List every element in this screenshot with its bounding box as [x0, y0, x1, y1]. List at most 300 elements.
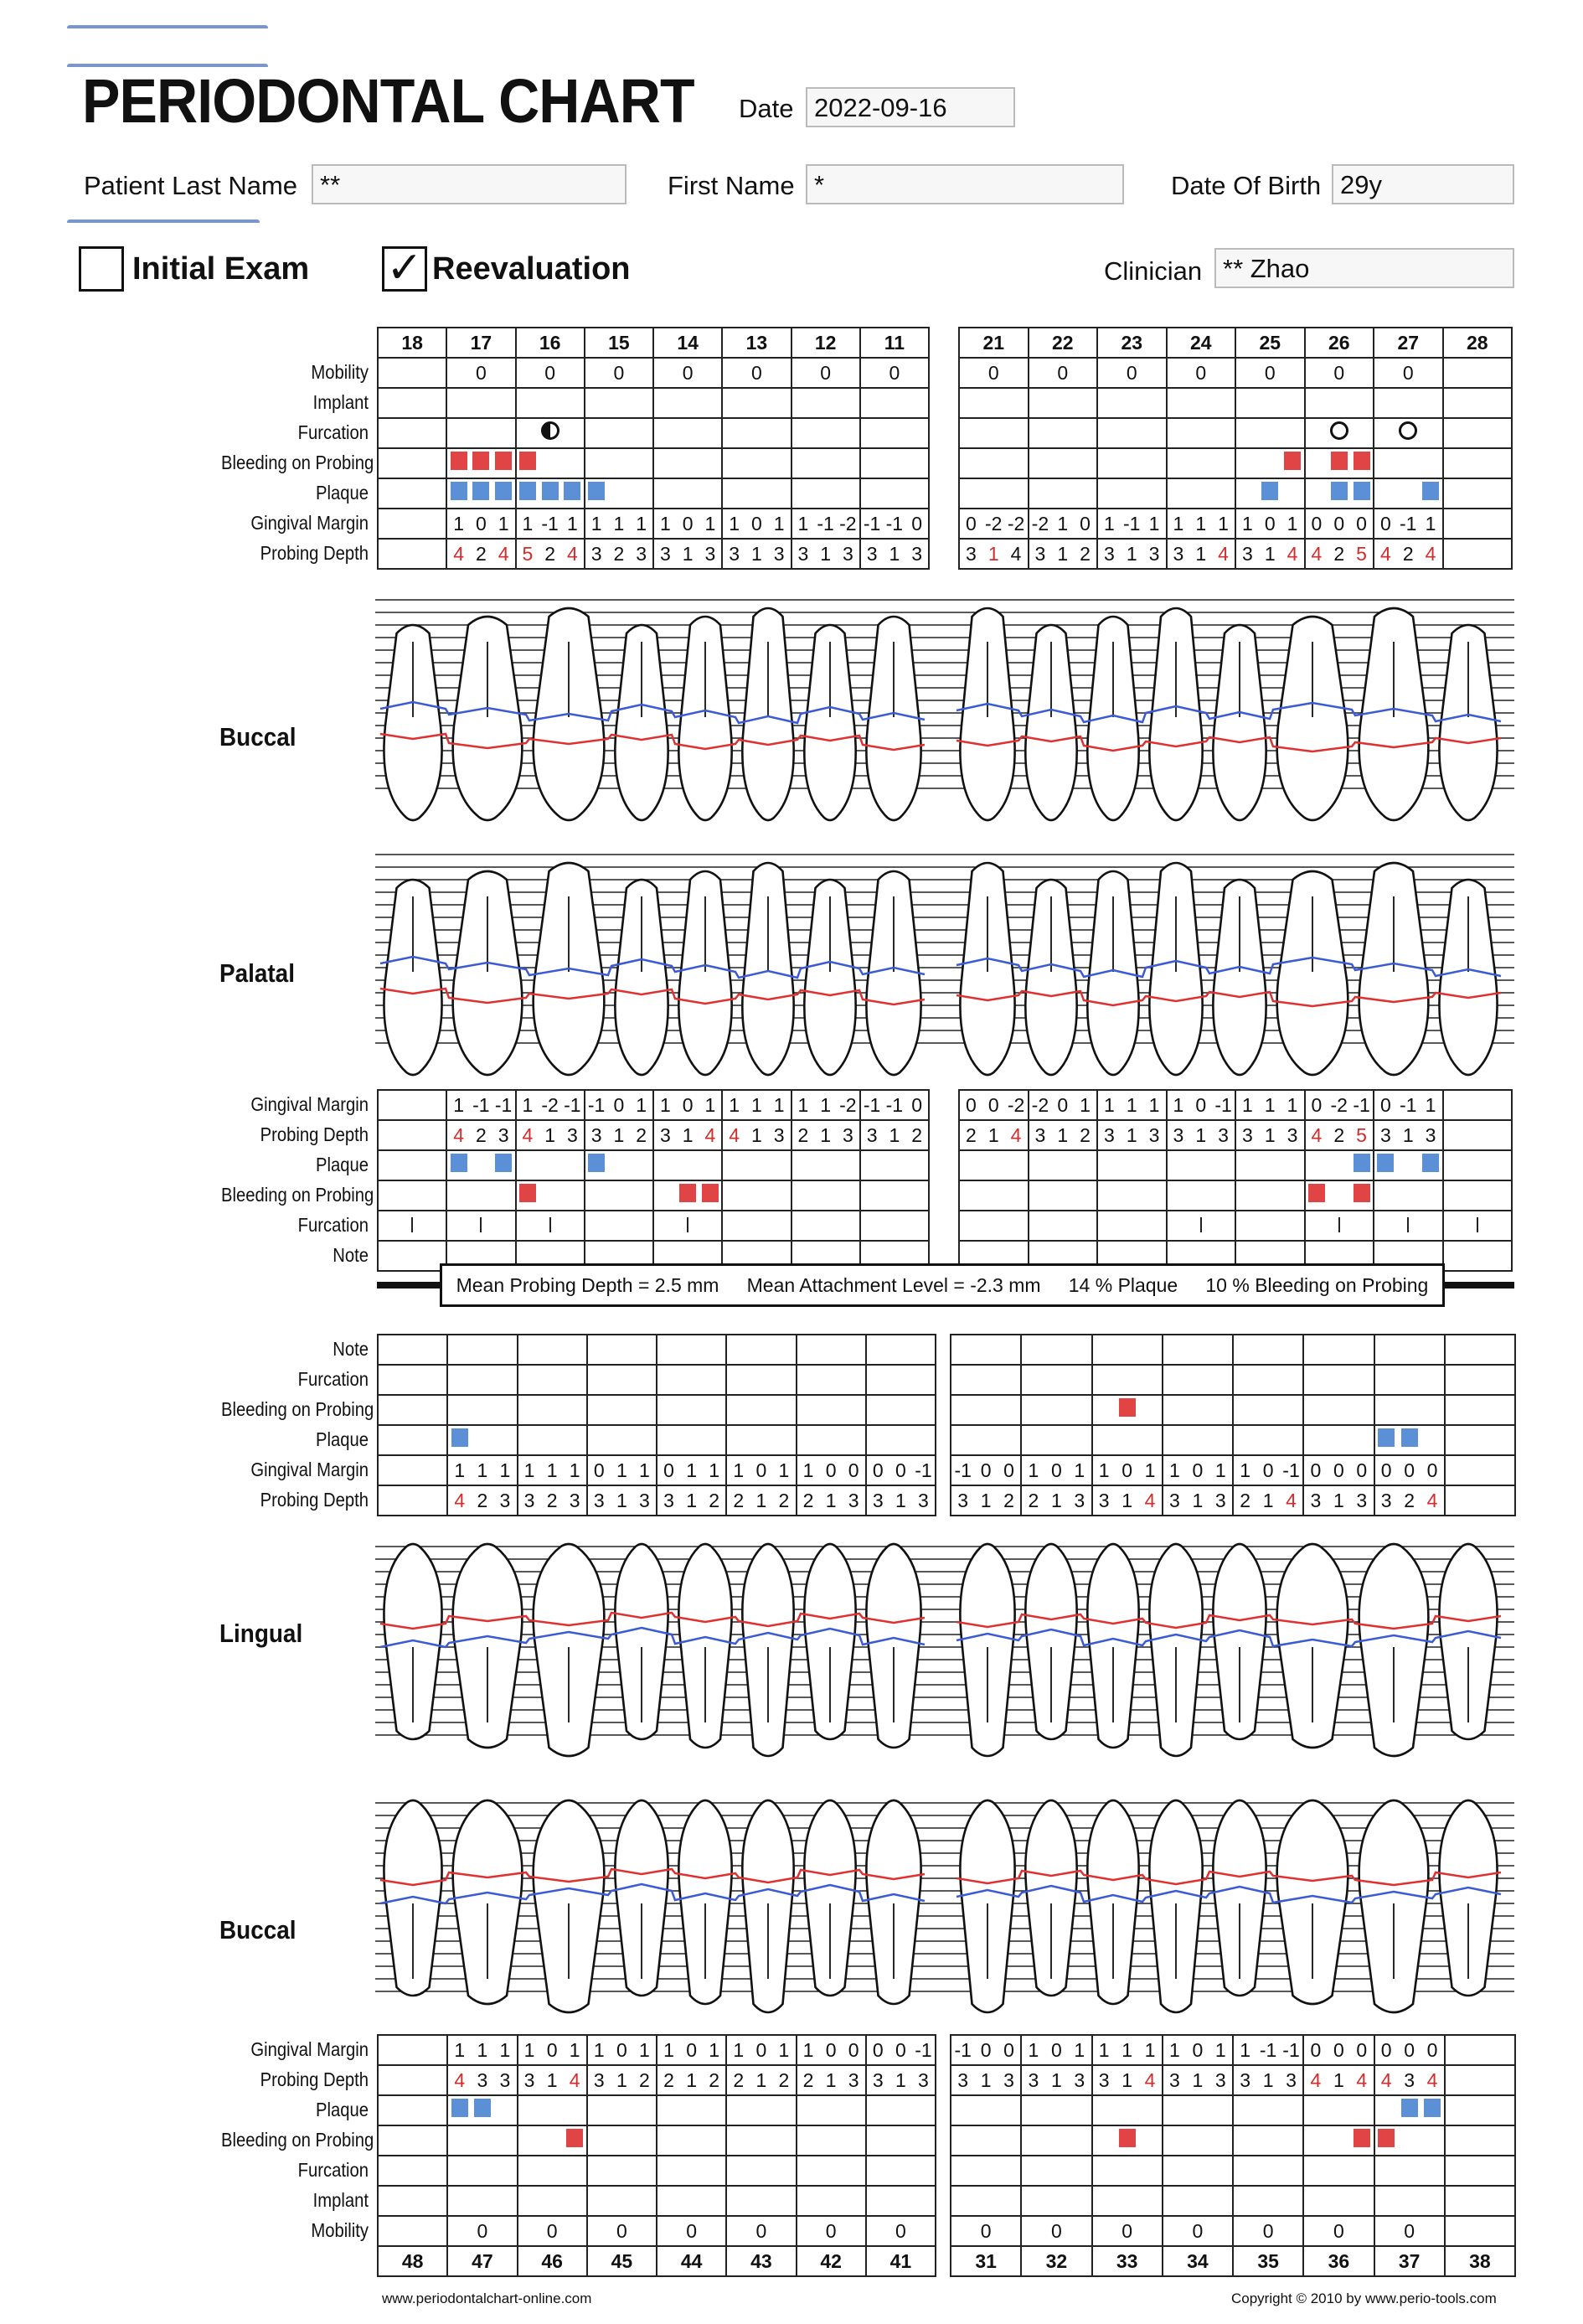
implant-cell[interactable]: [1305, 388, 1374, 418]
furcation-cell[interactable]: [1305, 1211, 1374, 1241]
implant-cell[interactable]: [1445, 2186, 1515, 2216]
mobility-cell[interactable]: 0: [1305, 358, 1374, 388]
plaque-cell[interactable]: [792, 1150, 860, 1180]
mobility-cell[interactable]: 0: [447, 2216, 517, 2246]
bleeding-cell[interactable]: [653, 448, 722, 478]
gingival_margin-cell[interactable]: 1 1 1: [447, 1455, 517, 1485]
furcation-cell[interactable]: [447, 1365, 517, 1395]
furcation-cell[interactable]: [1374, 1211, 1443, 1241]
implant-cell[interactable]: [653, 388, 722, 418]
bleeding-cell[interactable]: [1305, 448, 1374, 478]
furcation-cell[interactable]: [797, 1365, 866, 1395]
gingival_margin-cell[interactable]: 0 0 -1: [866, 2035, 936, 2065]
furcation-cell[interactable]: [1029, 1211, 1098, 1241]
furcation-cell[interactable]: [378, 1211, 446, 1241]
gingival_margin-cell[interactable]: 1 0 1: [1163, 2035, 1233, 2065]
gingival_margin-cell[interactable]: 1 0 1: [726, 1455, 796, 1485]
probing_depth-cell[interactable]: 2 1 4: [959, 1120, 1029, 1150]
bleeding-cell[interactable]: [1303, 1395, 1374, 1425]
furcation-cell[interactable]: [587, 1365, 657, 1395]
plaque-cell[interactable]: [726, 2095, 796, 2125]
note-cell[interactable]: [378, 1335, 447, 1365]
gingival_margin-cell[interactable]: [1445, 1455, 1515, 1485]
gingival_margin-cell[interactable]: 0 0 0: [1374, 2035, 1445, 2065]
gingival_margin-cell[interactable]: 1 0 1: [726, 2035, 796, 2065]
gingival_margin-cell[interactable]: 1 0 1: [1235, 509, 1305, 539]
probing_depth-cell[interactable]: [1445, 2065, 1515, 2095]
bleeding-cell[interactable]: [1443, 1180, 1513, 1211]
plaque-cell[interactable]: [1305, 1150, 1374, 1180]
gingival_margin-cell[interactable]: 1 0 1: [446, 509, 515, 539]
gingival_margin-cell[interactable]: -1 0 1: [585, 1090, 653, 1120]
furcation-cell[interactable]: [1303, 2156, 1374, 2186]
gingival_margin-cell[interactable]: -2 0 1: [1029, 1090, 1098, 1120]
bleeding-cell[interactable]: [518, 2125, 587, 2156]
probing_depth-cell[interactable]: 3 1 2: [860, 1120, 929, 1150]
mobility-cell[interactable]: 0: [1235, 358, 1305, 388]
probing_depth-cell[interactable]: [1445, 1485, 1515, 1516]
mobility-cell[interactable]: 0: [1029, 358, 1098, 388]
note-cell[interactable]: [866, 1335, 936, 1365]
gingival_margin-cell[interactable]: 1 1 1: [1092, 2035, 1163, 2065]
probing_depth-cell[interactable]: 3 1 3: [1163, 2065, 1233, 2095]
probing_depth-cell[interactable]: 3 2 3: [585, 539, 653, 569]
furcation-cell[interactable]: [860, 1211, 929, 1241]
furcation-cell[interactable]: [1097, 418, 1167, 448]
furcation-cell[interactable]: [1235, 418, 1305, 448]
gingival_margin-cell[interactable]: 1 0 1: [1021, 2035, 1091, 2065]
furcation-cell[interactable]: [1233, 1365, 1303, 1395]
plaque-cell[interactable]: [378, 1425, 447, 1455]
bleeding-cell[interactable]: [1443, 448, 1513, 478]
bleeding-cell[interactable]: [378, 2125, 447, 2156]
mobility-cell[interactable]: 0: [653, 358, 722, 388]
bleeding-cell[interactable]: [446, 448, 515, 478]
probing_depth-cell[interactable]: 4 2 4: [1374, 539, 1443, 569]
implant-cell[interactable]: [1021, 2186, 1091, 2216]
note-cell[interactable]: [1374, 1335, 1445, 1365]
mobility-cell[interactable]: 0: [1167, 358, 1236, 388]
gingival_margin-cell[interactable]: 0 0 -1: [866, 1455, 936, 1485]
note-cell[interactable]: [518, 1335, 587, 1365]
gingival_margin-cell[interactable]: 1 1 1: [1235, 1090, 1305, 1120]
note-cell[interactable]: [726, 1335, 796, 1365]
probing_depth-cell[interactable]: 3 1 3: [1235, 1120, 1305, 1150]
gingival_margin-cell[interactable]: 1 -1 1: [1097, 509, 1167, 539]
gingival_margin-cell[interactable]: 1 1 1: [447, 2035, 517, 2065]
gingival_margin-cell[interactable]: 1 0 0: [797, 1455, 866, 1485]
probing_depth-cell[interactable]: 2 1 3: [792, 1120, 860, 1150]
gingival_margin-cell[interactable]: 0 0 -2: [959, 1090, 1029, 1120]
plaque-cell[interactable]: [1233, 2095, 1303, 2125]
implant-cell[interactable]: [860, 388, 929, 418]
furcation-cell[interactable]: [447, 2156, 517, 2186]
bleeding-cell[interactable]: [1092, 2125, 1163, 2156]
plaque-cell[interactable]: [447, 2095, 517, 2125]
furcation-cell[interactable]: [959, 1211, 1029, 1241]
clinician-field[interactable]: ** Zhao: [1214, 248, 1514, 288]
bleeding-cell[interactable]: [1235, 448, 1305, 478]
probing_depth-cell[interactable]: 3 1 3: [1303, 1485, 1374, 1516]
plaque-cell[interactable]: [587, 2095, 657, 2125]
plaque-cell[interactable]: [951, 1425, 1021, 1455]
implant-cell[interactable]: [797, 2186, 866, 2216]
furcation-cell[interactable]: [585, 418, 653, 448]
mobility-cell[interactable]: 0: [1092, 2216, 1163, 2246]
furcation-cell[interactable]: [1305, 418, 1374, 448]
implant-cell[interactable]: [587, 2186, 657, 2216]
furcation-cell[interactable]: [446, 418, 515, 448]
bleeding-cell[interactable]: [866, 2125, 936, 2156]
probing_depth-cell[interactable]: 3 1 3: [1097, 539, 1167, 569]
gingival_margin-cell[interactable]: 1 -1 -1: [1233, 2035, 1303, 2065]
probing_depth-cell[interactable]: 3 1 3: [1233, 2065, 1303, 2095]
note-cell[interactable]: [1443, 1241, 1513, 1271]
implant-cell[interactable]: [1303, 2186, 1374, 2216]
note-cell[interactable]: [587, 1335, 657, 1365]
furcation-cell[interactable]: [1443, 1211, 1513, 1241]
bleeding-cell[interactable]: [722, 448, 791, 478]
furcation-cell[interactable]: [516, 1211, 585, 1241]
implant-cell[interactable]: [959, 388, 1029, 418]
probing_depth-cell[interactable]: [378, 2065, 447, 2095]
gingival_margin-cell[interactable]: 0 1 1: [587, 1455, 657, 1485]
mobility-cell[interactable]: 0: [797, 2216, 866, 2246]
plaque-cell[interactable]: [1445, 2095, 1515, 2125]
plaque-cell[interactable]: [1374, 2095, 1445, 2125]
probing_depth-cell[interactable]: 2 1 2: [657, 2065, 726, 2095]
gingival_margin-cell[interactable]: [378, 2035, 447, 2065]
furcation-cell[interactable]: [518, 2156, 587, 2186]
bleeding-cell[interactable]: [1021, 2125, 1091, 2156]
probing_depth-cell[interactable]: 3 1 3: [1374, 1120, 1443, 1150]
bleeding-cell[interactable]: [1235, 1180, 1305, 1211]
note-cell[interactable]: [378, 1241, 446, 1271]
bleeding-cell[interactable]: [1374, 448, 1443, 478]
implant-cell[interactable]: [516, 388, 585, 418]
implant-cell[interactable]: [378, 388, 446, 418]
plaque-cell[interactable]: [1021, 1425, 1091, 1455]
gingival_margin-cell[interactable]: 1 1 1: [1097, 1090, 1167, 1120]
gingival_margin-cell[interactable]: 0 -2 -2: [959, 509, 1029, 539]
implant-cell[interactable]: [1092, 2186, 1163, 2216]
plaque-cell[interactable]: [585, 1150, 653, 1180]
bleeding-cell[interactable]: [792, 448, 860, 478]
implant-cell[interactable]: [1374, 388, 1443, 418]
bleeding-cell[interactable]: [1303, 2125, 1374, 2156]
plaque-cell[interactable]: [653, 478, 722, 509]
bleeding-cell[interactable]: [1305, 1180, 1374, 1211]
furcation-cell[interactable]: [1167, 1211, 1236, 1241]
bleeding-cell[interactable]: [1097, 448, 1167, 478]
plaque-cell[interactable]: [722, 1150, 791, 1180]
plaque-cell[interactable]: [1167, 478, 1236, 509]
probing_depth-cell[interactable]: 3 1 3: [653, 539, 722, 569]
plaque-cell[interactable]: [797, 2095, 866, 2125]
probing_depth-cell[interactable]: 2 1 2: [726, 2065, 796, 2095]
bleeding-cell[interactable]: [1167, 1180, 1236, 1211]
reevaluation-checkbox[interactable]: [382, 246, 427, 292]
plaque-cell[interactable]: [1374, 1425, 1445, 1455]
probing_depth-cell[interactable]: 4 3 3: [447, 2065, 517, 2095]
plaque-cell[interactable]: [1303, 1425, 1374, 1455]
probing_depth-cell[interactable]: 2 1 2: [726, 1485, 796, 1516]
implant-cell[interactable]: [1097, 388, 1167, 418]
gingival_margin-cell[interactable]: [378, 509, 446, 539]
gingival_margin-cell[interactable]: 1 0 1: [518, 2035, 587, 2065]
gingival_margin-cell[interactable]: [1445, 2035, 1515, 2065]
furcation-cell[interactable]: [1021, 1365, 1091, 1395]
implant-cell[interactable]: [722, 388, 791, 418]
plaque-cell[interactable]: [653, 1150, 722, 1180]
bleeding-cell[interactable]: [1097, 1180, 1167, 1211]
gingival_margin-cell[interactable]: 0 1 1: [657, 1455, 726, 1485]
probing_depth-cell[interactable]: 2 1 3: [797, 1485, 866, 1516]
plaque-cell[interactable]: [1374, 478, 1443, 509]
gingival_margin-cell[interactable]: [1443, 1090, 1513, 1120]
gingival_margin-cell[interactable]: 1 1 1: [1167, 509, 1236, 539]
note-cell[interactable]: [1303, 1335, 1374, 1365]
plaque-cell[interactable]: [1233, 1425, 1303, 1455]
probing_depth-cell[interactable]: 3 2 3: [518, 1485, 587, 1516]
furcation-cell[interactable]: [1233, 2156, 1303, 2186]
mobility-cell[interactable]: 0: [518, 2216, 587, 2246]
mobility-cell[interactable]: 0: [722, 358, 791, 388]
implant-cell[interactable]: [1163, 2186, 1233, 2216]
furcation-cell[interactable]: [446, 1211, 515, 1241]
bleeding-cell[interactable]: [653, 1180, 722, 1211]
probing_depth-cell[interactable]: 2 1 4: [1233, 1485, 1303, 1516]
probing_depth-cell[interactable]: [378, 1485, 447, 1516]
probing_depth-cell[interactable]: 3 1 3: [1163, 1485, 1233, 1516]
plaque-cell[interactable]: [1443, 478, 1513, 509]
probing_depth-cell[interactable]: 3 1 2: [951, 1485, 1021, 1516]
plaque-cell[interactable]: [1445, 1425, 1515, 1455]
implant-cell[interactable]: [1235, 388, 1305, 418]
probing_depth-cell[interactable]: 3 1 4: [959, 539, 1029, 569]
gingival_margin-cell[interactable]: [378, 1455, 447, 1485]
probing_depth-cell[interactable]: 3 1 3: [1167, 1120, 1236, 1150]
bleeding-cell[interactable]: [797, 1395, 866, 1425]
plaque-cell[interactable]: [1092, 2095, 1163, 2125]
mobility-cell[interactable]: [378, 358, 446, 388]
plaque-cell[interactable]: [792, 478, 860, 509]
plaque-cell[interactable]: [446, 478, 515, 509]
mobility-cell[interactable]: 0: [1374, 2216, 1445, 2246]
furcation-cell[interactable]: [959, 418, 1029, 448]
probing_depth-cell[interactable]: 3 1 2: [657, 1485, 726, 1516]
bleeding-cell[interactable]: [518, 1395, 587, 1425]
bleeding-cell[interactable]: [1374, 2125, 1445, 2156]
probing_depth-cell[interactable]: 3 1 3: [860, 539, 929, 569]
plaque-cell[interactable]: [1163, 2095, 1233, 2125]
probing_depth-cell[interactable]: 2 1 3: [797, 2065, 866, 2095]
bleeding-cell[interactable]: [378, 448, 446, 478]
bleeding-cell[interactable]: [726, 1395, 796, 1425]
mobility-cell[interactable]: 0: [726, 2216, 796, 2246]
furcation-cell[interactable]: [1443, 418, 1513, 448]
bleeding-cell[interactable]: [1163, 1395, 1233, 1425]
furcation-cell[interactable]: [657, 2156, 726, 2186]
plaque-cell[interactable]: [797, 1425, 866, 1455]
bleeding-cell[interactable]: [951, 1395, 1021, 1425]
bleeding-cell[interactable]: [1374, 1395, 1445, 1425]
furcation-cell[interactable]: [726, 2156, 796, 2186]
plaque-cell[interactable]: [1021, 2095, 1091, 2125]
furcation-cell[interactable]: [722, 418, 791, 448]
probing_depth-cell[interactable]: 2 1 3: [1021, 1485, 1091, 1516]
gingival_margin-cell[interactable]: 1 0 0: [797, 2035, 866, 2065]
furcation-cell[interactable]: [1163, 2156, 1233, 2186]
gingival_margin-cell[interactable]: 0 -2 -1: [1305, 1090, 1374, 1120]
gingival_margin-cell[interactable]: [378, 1090, 446, 1120]
gingival_margin-cell[interactable]: -1 -1 0: [860, 1090, 929, 1120]
plaque-cell[interactable]: [1097, 1150, 1167, 1180]
plaque-cell[interactable]: [951, 2095, 1021, 2125]
implant-cell[interactable]: [1374, 2186, 1445, 2216]
plaque-cell[interactable]: [959, 478, 1029, 509]
mobility-cell[interactable]: 0: [1303, 2216, 1374, 2246]
bleeding-cell[interactable]: [516, 448, 585, 478]
bleeding-cell[interactable]: [722, 1180, 791, 1211]
mobility-cell[interactable]: 0: [792, 358, 860, 388]
gingival_margin-cell[interactable]: 1 1 1: [518, 1455, 587, 1485]
furcation-cell[interactable]: [1445, 2156, 1515, 2186]
plaque-cell[interactable]: [1303, 2095, 1374, 2125]
probing_depth-cell[interactable]: 3 1 4: [518, 2065, 587, 2095]
mobility-cell[interactable]: 0: [959, 358, 1029, 388]
plaque-cell[interactable]: [860, 1150, 929, 1180]
furcation-cell[interactable]: [1374, 1365, 1445, 1395]
furcation-cell[interactable]: [657, 1365, 726, 1395]
mobility-cell[interactable]: 0: [516, 358, 585, 388]
probing_depth-cell[interactable]: 4 2 3: [447, 1485, 517, 1516]
plaque-cell[interactable]: [860, 478, 929, 509]
bleeding-cell[interactable]: [860, 1180, 929, 1211]
probing_depth-cell[interactable]: 4 3 4: [1374, 2065, 1445, 2095]
bleeding-cell[interactable]: [792, 1180, 860, 1211]
gingival_margin-cell[interactable]: 1 0 1: [722, 509, 791, 539]
plaque-cell[interactable]: [585, 478, 653, 509]
furcation-cell[interactable]: [1235, 1211, 1305, 1241]
gingival_margin-cell[interactable]: 1 -1 -1: [446, 1090, 515, 1120]
plaque-cell[interactable]: [1305, 478, 1374, 509]
gingival_margin-cell[interactable]: -1 -1 0: [860, 509, 929, 539]
bleeding-cell[interactable]: [1029, 1180, 1098, 1211]
furcation-cell[interactable]: [585, 1211, 653, 1241]
probing_depth-cell[interactable]: 3 1 3: [1097, 1120, 1167, 1150]
plaque-cell[interactable]: [518, 1425, 587, 1455]
gingival_margin-cell[interactable]: 1 0 1: [653, 1090, 722, 1120]
implant-cell[interactable]: [951, 2186, 1021, 2216]
gingival_margin-cell[interactable]: -1 0 0: [951, 2035, 1021, 2065]
furcation-cell[interactable]: [860, 418, 929, 448]
note-cell[interactable]: [1092, 1335, 1163, 1365]
implant-cell[interactable]: [657, 2186, 726, 2216]
plaque-cell[interactable]: [516, 1150, 585, 1180]
bleeding-cell[interactable]: [1163, 2125, 1233, 2156]
implant-cell[interactable]: [1029, 388, 1098, 418]
mobility-cell[interactable]: 0: [1163, 2216, 1233, 2246]
gingival_margin-cell[interactable]: 1 -1 1: [516, 509, 585, 539]
probing_depth-cell[interactable]: 3 1 3: [587, 1485, 657, 1516]
gingival_margin-cell[interactable]: 1 0 -1: [1233, 1455, 1303, 1485]
implant-cell[interactable]: [1233, 2186, 1303, 2216]
plaque-cell[interactable]: [1235, 1150, 1305, 1180]
furcation-cell[interactable]: [516, 418, 585, 448]
probing_depth-cell[interactable]: 3 1 2: [1029, 539, 1098, 569]
probing_depth-cell[interactable]: 4 2 3: [446, 1120, 515, 1150]
probing_depth-cell[interactable]: 3 1 3: [1021, 2065, 1091, 2095]
bleeding-cell[interactable]: [866, 1395, 936, 1425]
bleeding-cell[interactable]: [378, 1180, 446, 1211]
probing_depth-cell[interactable]: 3 1 4: [653, 1120, 722, 1150]
furcation-cell[interactable]: [1021, 2156, 1091, 2186]
furcation-cell[interactable]: [378, 2156, 447, 2186]
probing_depth-cell[interactable]: 4 2 4: [446, 539, 515, 569]
mobility-cell[interactable]: 0: [1374, 358, 1443, 388]
furcation-cell[interactable]: [1374, 2156, 1445, 2186]
mobility-cell[interactable]: 0: [1021, 2216, 1091, 2246]
implant-cell[interactable]: [446, 388, 515, 418]
plaque-cell[interactable]: [518, 2095, 587, 2125]
gingival_margin-cell[interactable]: 0 0 0: [1303, 1455, 1374, 1485]
gingival_margin-cell[interactable]: 1 0 1: [587, 2035, 657, 2065]
plaque-cell[interactable]: [866, 2095, 936, 2125]
mobility-cell[interactable]: [1443, 358, 1513, 388]
gingival_margin-cell[interactable]: 1 0 1: [657, 2035, 726, 2065]
bleeding-cell[interactable]: [447, 1395, 517, 1425]
implant-cell[interactable]: [378, 2186, 447, 2216]
furcation-cell[interactable]: [951, 2156, 1021, 2186]
probing_depth-cell[interactable]: 4 2 5: [1305, 1120, 1374, 1150]
probing_depth-cell[interactable]: 3 1 4: [1092, 2065, 1163, 2095]
furcation-cell[interactable]: [1445, 1365, 1515, 1395]
plaque-cell[interactable]: [1029, 478, 1098, 509]
furcation-cell[interactable]: [951, 1365, 1021, 1395]
plaque-cell[interactable]: [722, 478, 791, 509]
gingival_margin-cell[interactable]: 1 0 -1: [1167, 1090, 1236, 1120]
bleeding-cell[interactable]: [1445, 2125, 1515, 2156]
probing_depth-cell[interactable]: [378, 539, 446, 569]
bleeding-cell[interactable]: [657, 1395, 726, 1425]
plaque-cell[interactable]: [446, 1150, 515, 1180]
note-cell[interactable]: [1445, 1335, 1515, 1365]
probing_depth-cell[interactable]: 3 1 4: [1235, 539, 1305, 569]
furcation-cell[interactable]: [726, 1365, 796, 1395]
implant-cell[interactable]: [518, 2186, 587, 2216]
furcation-cell[interactable]: [378, 418, 446, 448]
bleeding-cell[interactable]: [951, 2125, 1021, 2156]
probing_depth-cell[interactable]: 3 1 3: [792, 539, 860, 569]
note-cell[interactable]: [1163, 1335, 1233, 1365]
probing_depth-cell[interactable]: 3 1 4: [1092, 1485, 1163, 1516]
probing_depth-cell[interactable]: 3 1 2: [585, 1120, 653, 1150]
furcation-cell[interactable]: [1374, 418, 1443, 448]
furcation-cell[interactable]: [518, 1365, 587, 1395]
plaque-cell[interactable]: [516, 478, 585, 509]
plaque-cell[interactable]: [1235, 478, 1305, 509]
gingival_margin-cell[interactable]: 1 1 -2: [792, 1090, 860, 1120]
gingival_margin-cell[interactable]: 0 -1 1: [1374, 1090, 1443, 1120]
mobility-cell[interactable]: 0: [1097, 358, 1167, 388]
gingival_margin-cell[interactable]: 0 0 0: [1374, 1455, 1445, 1485]
mobility-cell[interactable]: 0: [951, 2216, 1021, 2246]
plaque-cell[interactable]: [657, 1425, 726, 1455]
gingival_margin-cell[interactable]: 1 0 1: [1163, 1455, 1233, 1485]
furcation-cell[interactable]: [792, 418, 860, 448]
bleeding-cell[interactable]: [585, 448, 653, 478]
